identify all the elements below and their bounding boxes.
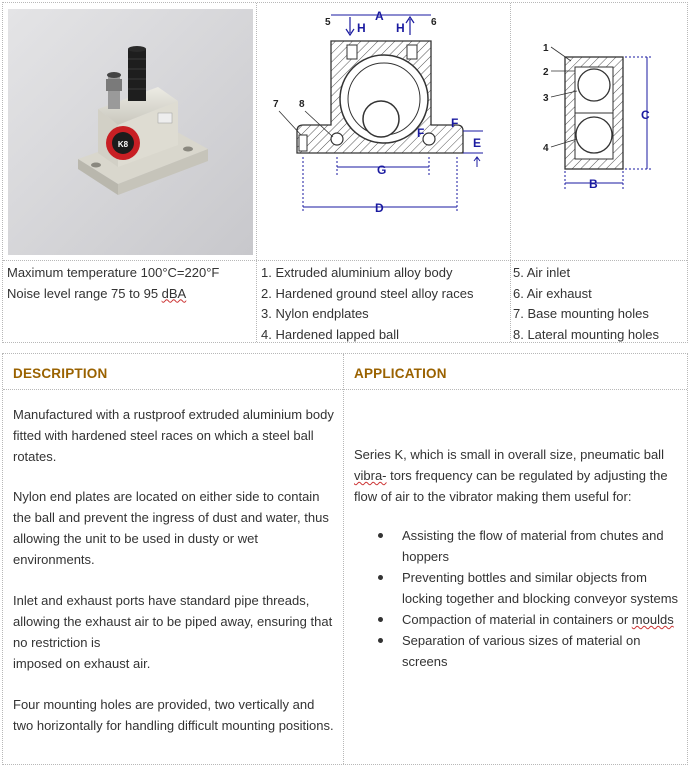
list-item [354,567,684,609]
part-4: 4. Hardened lapped ball [261,326,400,342]
description-paragraph-2: Nylon end plates are located on either side to contain the ball and prevent the ingress of dust and water, thus allowing the unit to be used in dusty or wet environments. [13,489,329,567]
side-diagram-cell [511,3,687,342]
list-item-text: Separation of various sizes of material on screens [402,633,641,669]
label-b: B [589,177,598,191]
parts-list-right [513,263,659,345]
description-paragraph-4: Four mounting holes are provided, two vertically and two horizontally for handling difficult mounting positions. [13,697,334,733]
bullet-icon [378,575,383,580]
application-intro-wavy: vibra- [354,468,387,483]
label-f-lower: F [417,126,425,140]
label-g: G [377,163,387,177]
application-list [354,525,684,672]
photo-cell [3,3,257,342]
front-diagram-cell [257,3,511,342]
table-divider [3,260,687,261]
list-item-wavy-text: moulds [631,612,674,627]
application-heading-divider [344,389,687,390]
parts-list-left [261,263,473,345]
side-view-diagram [513,7,685,260]
application-intro-end: tors frequency can be regulated by adjusting the flow of air to the vibrator making them useful for: [354,468,668,504]
product-photo [8,9,253,255]
part-6: 6. Air exhaust [513,285,592,301]
label-7: 7 [273,99,279,110]
description-heading: DESCRIPTION [13,366,108,381]
info-table [2,353,688,765]
noise-unit: dBA [161,285,187,301]
application-column [344,354,687,764]
part-2: 2. Hardened ground steel alloy races [261,285,474,301]
description-paragraph-3-main: Inlet and exhaust ports have standard pipe threads, allowing the exhaust air to be piped away, ensuring that no restriction is [13,593,333,650]
list-item-text: Compaction of material in containers or [402,612,632,627]
list-item-text: Preventing bottles and similar objects from locking together and blocking conveyor systems [402,570,679,606]
list-item [354,609,684,630]
label-d: D [375,201,384,215]
bullet-icon [378,617,383,622]
label-6: 6 [431,17,437,28]
part-1: 1. Extruded aluminium alloy body [261,265,453,280]
badge-text: K8 [117,140,129,149]
application-heading: APPLICATION [354,366,447,381]
list-item [354,525,684,567]
description-column [3,354,344,764]
label-h-left: H [357,21,366,35]
part-3: 3. Nylon endplates [261,306,369,321]
noise-level [7,284,219,305]
part-8: 8. Lateral mounting holes [513,326,659,342]
list-item-text: Assisting the flow of material from chutes and hoppers [402,528,664,564]
application-intro [354,444,684,507]
list-item [354,630,684,672]
bullet-icon [378,638,383,643]
product-spec-table [2,2,688,343]
description-paragraph-1: Manufactured with a rustproof extruded aluminium body fitted with hardened steel races on which a steel ball rotates. [13,407,334,464]
label-a: A [375,9,384,23]
label-5: 5 [325,17,331,28]
label-4: 4 [543,143,549,154]
part-5: 5. Air inlet [513,265,571,280]
description-paragraph-3 [13,590,338,674]
label-h-right: H [396,21,405,35]
application-intro-start: Series K, which is small in overall size, pneumatic ball [354,447,664,462]
noise-level-text: Noise level range 75 to 95 [7,285,162,301]
front-view-diagram [259,7,509,260]
bullet-icon [378,533,383,538]
label-2: 2 [543,67,549,78]
label-c: C [641,108,650,122]
label-e: E [473,136,482,150]
description-paragraph-3-end: imposed on exhaust air. [13,656,151,671]
label-3: 3 [543,93,549,104]
part-7: 7. Base mounting holes [513,306,649,321]
specs-block [7,263,219,304]
label-1: 1 [543,43,549,54]
description-heading-divider [3,389,343,390]
max-temperature: Maximum temperature 100°C=220°F [7,265,220,280]
label-8: 8 [299,99,305,110]
label-f-upper: F [451,116,459,130]
